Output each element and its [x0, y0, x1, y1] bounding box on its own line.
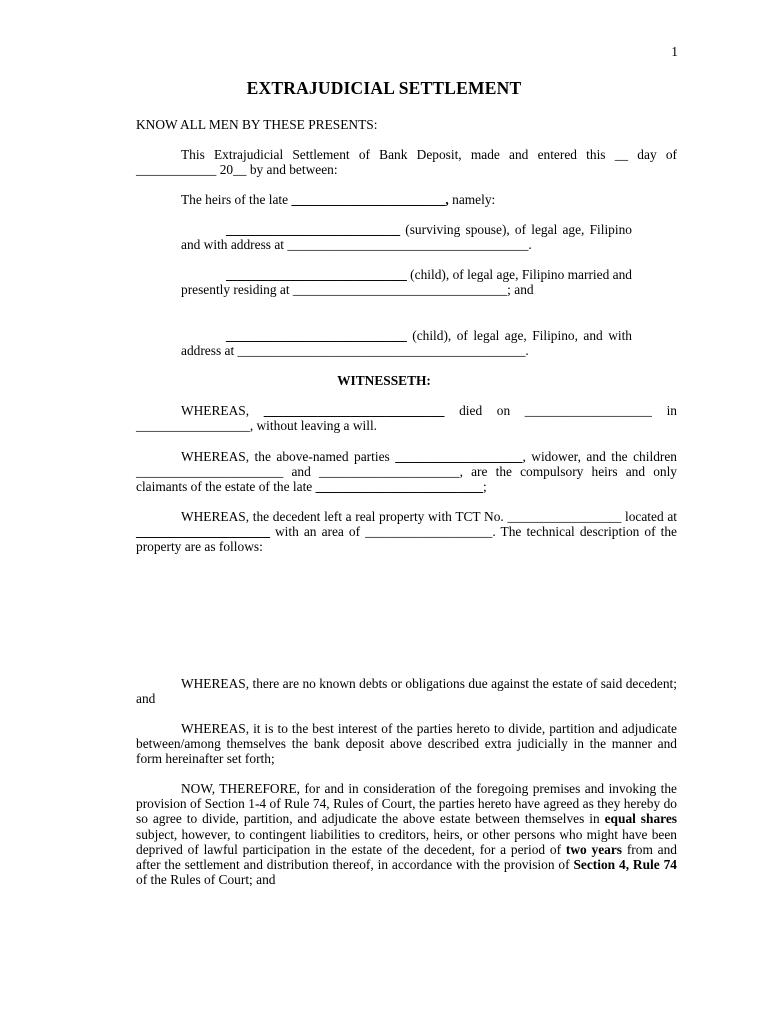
know-all-heading: KNOW ALL MEN BY THESE PRESENTS:: [136, 117, 378, 132]
whereas-death-paragraph: [136, 403, 677, 433]
heirs-pre: The heirs of the late: [181, 192, 292, 207]
child2-blank: ___________________________: [226, 328, 407, 343]
whereas-property-paragraph: [136, 509, 677, 555]
whereas-heirs-paragraph: [136, 449, 677, 495]
whereas2-blank-3: _____________________: [318, 464, 460, 480]
child1-blank: ___________________________: [226, 267, 407, 282]
whereas2-blank-2: ______________________: [136, 464, 284, 480]
whereas2-text-f: ;: [482, 479, 487, 495]
spouse-blank: __________________________: [226, 222, 401, 237]
now-therefore-paragraph: [136, 781, 677, 887]
whereas2-text-c: , widower, and the children: [522, 449, 677, 464]
whereas1-blank: ___________________________: [263, 403, 445, 418]
equal-shares-text: equal shares: [604, 811, 678, 827]
whereas1-pre: WHEREAS,: [181, 403, 264, 418]
whereas2-text-e: , are the compulsory heirs and only claimants of the estate of the late: [136, 464, 677, 495]
whereas3-blank-1: ____________________: [136, 524, 270, 540]
intro-paragraph: This Extrajudicial Settlement of Bank Deposit, made and entered this __ day of ____________ 20__ by and between:: [136, 147, 677, 178]
whereas2-blank-1: ___________________: [395, 449, 523, 464]
section-rule-text: Section 4, Rule 74: [573, 857, 677, 873]
witnesseth-heading: WITNESSETH:: [337, 373, 431, 388]
child1-paragraph: [181, 267, 632, 297]
whereas-interest-paragraph: WHEREAS, it is to the best interest of the parties hereto to divide, partition and adjudicate between/among themselves the bank deposit above described extra judicially in the manner and form hereinafter set forth;: [136, 721, 677, 767]
document-title: EXTRAJUDICIAL SETTLEMENT: [246, 78, 522, 98]
whereas1-post: died on ___________________ in _________________, without leaving a will.: [136, 403, 677, 434]
spouse-text: (surviving spouse), of legal age, Filipino and with address at ____________________________________.: [181, 222, 632, 253]
whereas2-text-d: and: [283, 464, 319, 480]
heirs-post: namely:: [448, 192, 496, 207]
whereas3-text-c: with an area of ___________________. The technical description of the property are as follows:: [136, 524, 677, 555]
page-number: 1: [671, 44, 678, 59]
whereas-debts-paragraph: WHEREAS, there are no known debts or obligations due against the estate of said decedent; and: [136, 676, 677, 707]
now-therefore-text-e: of the Rules of Court; and: [136, 872, 276, 888]
whereas3-text-a: WHEREAS, the decedent left a real property with TCT No. _________________ located at: [181, 509, 677, 524]
heirs-paragraph: [181, 192, 632, 207]
whereas2-text-a: WHEREAS, the above-named parties: [181, 449, 396, 464]
now-therefore-text-d: from and after the settlement and distribution thereof, in accordance with the provision of: [136, 841, 678, 873]
whereas2-blank-4: _________________________: [315, 479, 483, 495]
child2-paragraph: [181, 328, 632, 358]
spouse-paragraph: [181, 222, 632, 252]
two-years-text: two years: [565, 841, 623, 857]
now-therefore-text-a: NOW, THEREFORE, for and in consideration of the foregoing premises and invoking the provision of Section 1-4 of Rule 74, Rules of Court, the parties hereto have agreed as they hereby do so agree to divide, partition, and adjudicate the above estate between themselves in: [136, 781, 677, 827]
heirs-blank: _______________________,: [291, 192, 449, 207]
now-therefore-text-c: subject, however, to contingent liabilities to creditors, heirs, or other persons who might have been deprived of lawful participation in the estate of the decedent, for a period of: [136, 826, 677, 857]
child1-text: (child), of legal age, Filipino married and presently residing at ________________________________; and: [181, 267, 632, 298]
child2-text: (child), of legal age, Filipino, and with address at ___________________________________________.: [181, 328, 632, 359]
